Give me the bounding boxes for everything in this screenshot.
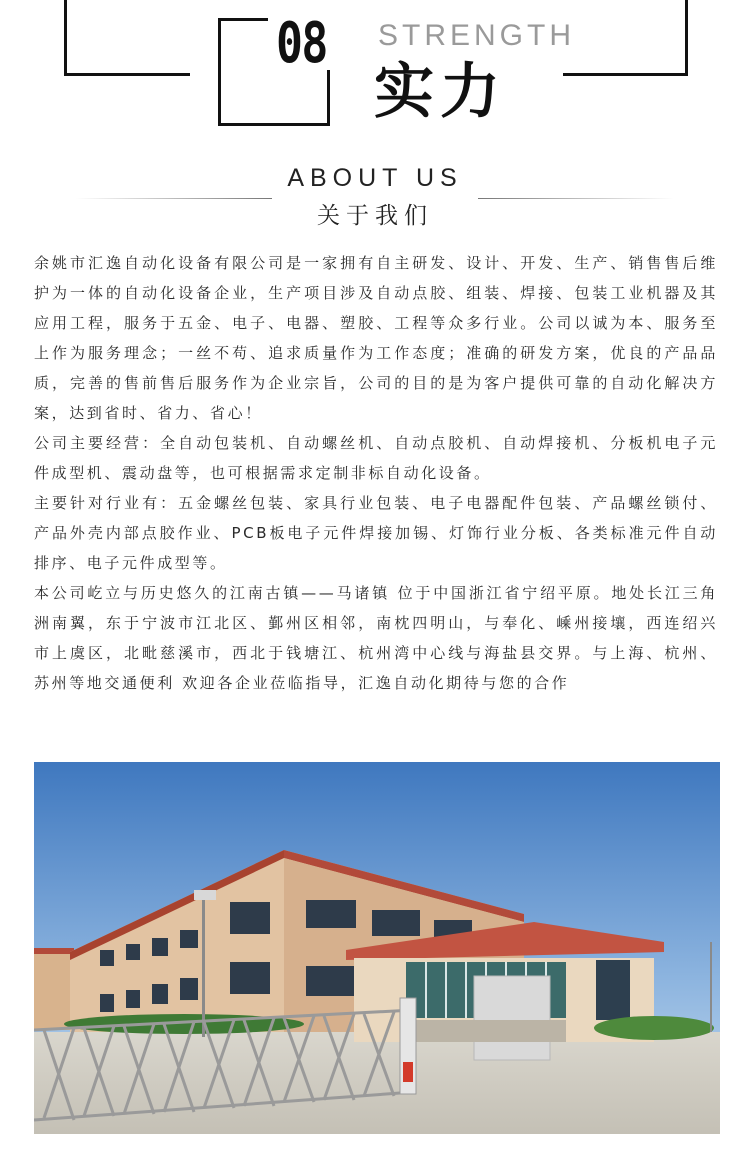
about-title-chinese: 关于我们	[317, 203, 433, 229]
factory-photo	[34, 762, 720, 1134]
paragraph-industries: 主要针对行业有：五金螺丝包装、家具行业包装、电子电器配件包装、产品螺丝锁付、产品外壳内部点胶作业、PCB板电子元件焊接加锡、灯饰行业分板、各类标准元件自动排序、电子元件成型等。	[34, 494, 718, 572]
section-title-chinese: 实力	[374, 57, 506, 127]
header-left-frame-line	[64, 0, 190, 76]
section-title-english: STRENGTH	[378, 19, 575, 52]
about-title-english: ABOUT US	[287, 164, 463, 192]
company-description	[34, 248, 718, 698]
section-number: 08	[276, 11, 327, 76]
paragraph-location: 本公司屹立与历史悠久的江南古镇——马诸镇 位于中国浙江省宁绍平原。地处长江三角洲南翼，东于宁波市江北区、鄞州区相邻，南枕四明山，与奉化、嵊州接壤，西连绍兴市上虞区，北毗慈溪市，西北于钱塘江、杭州湾中心线与海盐县交界。与上海、杭州、苏州等地交通便利 欢迎各企业莅临指导，汇逸自动化期待与您的合作	[34, 584, 718, 692]
paragraph-intro: 余姚市汇逸自动化设备有限公司是一家拥有自主研发、设计、开发、生产、销售售后维护为一体的自动化设备企业，生产项目涉及自动点胶、组装、焊接、包装工业机器及其应用工程，服务于五金、电子、电器、塑胶、工程等众多行业。公司以诚为本、服务至上作为服务理念；一丝不苟、追求质量作为工作态度；准确的研发方案，优良的产品品质，完善的售前售后服务作为企业宗旨，公司的目的是为客户提供可靠的自动化解决方案，达到省时、省力、省心！	[34, 254, 718, 422]
header-right-frame-line	[563, 0, 688, 76]
paragraph-products: 公司主要经营：全自动包装机、自动螺丝机、自动点胶机、自动焊接机、分板机电子元件成型机、震动盘等，也可根据需求定制非标自动化设备。	[34, 434, 718, 482]
divider-left	[76, 198, 272, 199]
factory-building-image	[34, 762, 720, 1134]
divider-right	[478, 198, 674, 199]
